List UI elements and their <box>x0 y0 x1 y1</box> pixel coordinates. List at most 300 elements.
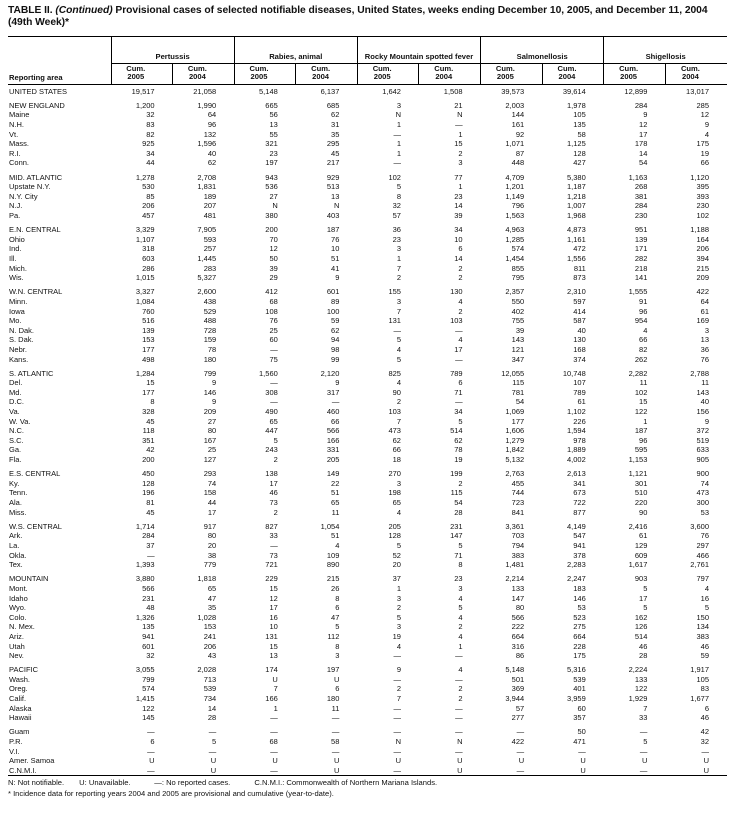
value-cell: 4 <box>396 507 401 517</box>
reporting-area-cell: Idaho <box>9 593 28 603</box>
reporting-area-cell: Amer. Samoa <box>9 756 55 766</box>
reporting-area-cell: Ky. <box>9 478 20 488</box>
value-cell: U <box>149 756 155 766</box>
value-cell: 92 <box>515 129 525 139</box>
value-cell: 53 <box>577 603 586 613</box>
table-row <box>8 378 727 388</box>
value-cell: 31 <box>331 120 340 130</box>
value-cell: 205 <box>388 521 401 531</box>
table-row <box>8 158 727 168</box>
value-cell: U <box>333 765 340 775</box>
value-cell: 6 <box>704 703 709 713</box>
value-cell: — <box>147 765 155 775</box>
value-cell: 73 <box>269 498 278 507</box>
value-cell: 16 <box>269 612 278 622</box>
table-row <box>8 469 727 479</box>
value-cell: 46 <box>269 488 278 498</box>
table-row <box>8 417 727 427</box>
value-cell: 3,361 <box>505 521 525 531</box>
value-cell: 1,054 <box>320 521 340 531</box>
value-cell: — <box>639 727 648 737</box>
table-row <box>8 235 727 245</box>
value-cell: — <box>516 727 525 737</box>
value-cell: 609 <box>634 550 648 560</box>
value-cell: 19 <box>700 148 709 158</box>
table-row <box>8 173 727 183</box>
table-title-number: TABLE II. <box>8 5 53 16</box>
value-cell: 5 <box>643 583 648 593</box>
value-cell: 1,149 <box>505 191 525 201</box>
value-cell: 112 <box>327 631 340 641</box>
value-cell: 1,555 <box>628 287 648 297</box>
value-cell: 2,282 <box>628 368 648 378</box>
value-cell: 141 <box>634 273 648 283</box>
value-cell: 66 <box>700 158 709 168</box>
value-cell: 83 <box>700 684 709 694</box>
value-cell: 1,642 <box>382 86 401 96</box>
value-cell: 46 <box>700 641 709 651</box>
value-cell: 4 <box>704 583 709 593</box>
value-cell: 71 <box>454 387 463 397</box>
value-cell: 2 <box>458 478 463 488</box>
value-cell: 903 <box>634 574 648 584</box>
value-cell: 6 <box>150 737 155 747</box>
value-cell: 206 <box>696 244 709 254</box>
value-cell: 1,990 <box>197 100 217 110</box>
value-cell: — <box>393 325 401 335</box>
value-cell: 187 <box>634 426 648 436</box>
value-cell: 90 <box>392 387 401 397</box>
cum-year-header: Cum. 2005 <box>604 63 666 84</box>
value-cell: 189 <box>203 191 217 201</box>
value-cell: 1,563 <box>505 211 525 220</box>
value-cell: 131 <box>265 631 278 641</box>
value-cell: 241 <box>203 631 217 641</box>
value-cell: 50 <box>577 727 586 737</box>
value-cell: 286 <box>142 263 155 273</box>
table-row <box>8 531 727 541</box>
value-cell: 9 <box>704 120 709 130</box>
value-cell: 39,614 <box>562 86 586 96</box>
value-cell: 4,002 <box>567 455 586 465</box>
value-cell: 734 <box>203 694 217 704</box>
value-cell: 2 <box>458 684 463 694</box>
reporting-area-cell: P.R. <box>9 737 23 747</box>
value-cell: 781 <box>511 387 525 397</box>
value-cell: 32 <box>146 651 155 661</box>
value-cell: 15 <box>269 583 278 593</box>
value-cell: 530 <box>142 182 155 192</box>
value-cell: 12 <box>700 110 709 120</box>
value-cell: 665 <box>265 100 278 110</box>
value-cell: 760 <box>142 306 155 316</box>
column-group-salmonellosis: Salmonellosis <box>481 36 604 63</box>
value-cell: 523 <box>573 612 586 622</box>
value-cell: 1,508 <box>443 86 463 96</box>
value-cell: 166 <box>326 435 340 445</box>
value-cell: 890 <box>326 560 340 570</box>
value-cell: — <box>208 746 217 756</box>
value-cell: 383 <box>511 550 525 560</box>
value-cell: 218 <box>634 263 648 273</box>
value-cell: 293 <box>203 469 217 479</box>
table-row <box>8 522 727 532</box>
value-cell: 178 <box>634 139 648 149</box>
value-cell: 6 <box>335 684 340 694</box>
value-cell: U <box>580 756 586 766</box>
value-cell: 811 <box>573 263 586 273</box>
value-cell: 1,187 <box>567 182 586 192</box>
value-cell: 3,055 <box>135 665 155 675</box>
value-cell: 197 <box>326 665 340 675</box>
value-cell: 394 <box>696 253 709 263</box>
value-cell: 427 <box>573 158 586 168</box>
table-row <box>8 264 727 274</box>
value-cell: 147 <box>511 593 525 603</box>
value-cell: 57 <box>515 703 525 713</box>
value-cell: 42 <box>700 727 709 737</box>
table-row <box>8 201 727 211</box>
value-cell: 65 <box>269 416 278 426</box>
value-cell: 574 <box>142 684 155 694</box>
reporting-area-cell: NEW ENGLAND <box>9 100 65 110</box>
value-cell: — <box>455 713 463 723</box>
reporting-area-cell: S. Dak. <box>9 335 34 345</box>
value-cell: — <box>270 397 278 407</box>
value-cell: U <box>641 756 648 766</box>
value-cell: 1 <box>643 416 648 426</box>
value-cell: 488 <box>203 316 217 326</box>
value-cell: 7,905 <box>197 225 217 235</box>
table-row <box>8 101 727 111</box>
value-cell: 115 <box>450 488 463 498</box>
cum-year-header: Cum. 2004 <box>296 63 358 84</box>
value-cell: 539 <box>203 684 217 694</box>
value-cell: 58 <box>331 737 340 747</box>
value-cell: — <box>393 651 401 661</box>
value-cell: 61 <box>577 397 586 407</box>
table-row <box>8 316 727 326</box>
value-cell: 44 <box>146 158 155 168</box>
value-cell: 17 <box>639 129 648 139</box>
value-cell: 103 <box>388 407 401 417</box>
value-cell: 7 <box>396 306 401 316</box>
value-cell: 228 <box>573 641 586 651</box>
value-cell: 1,445 <box>197 253 217 263</box>
value-cell: 96 <box>639 306 648 316</box>
value-cell: 514 <box>450 426 463 436</box>
table-row <box>8 694 727 704</box>
value-cell: U <box>210 756 217 766</box>
value-cell: 25 <box>269 325 278 335</box>
value-cell: 61 <box>639 531 648 541</box>
value-cell: 4 <box>396 641 401 651</box>
value-cell: 4,963 <box>505 225 525 235</box>
value-cell: 466 <box>696 550 709 560</box>
value-cell: 147 <box>450 531 463 541</box>
reporting-area-cell: Ohio <box>9 234 25 244</box>
value-cell: 5,148 <box>505 665 525 675</box>
value-cell: 1,560 <box>259 368 278 378</box>
value-cell: 15 <box>639 397 648 407</box>
value-cell: 566 <box>326 426 340 436</box>
value-cell: 6 <box>458 244 463 254</box>
value-cell: — <box>393 765 401 775</box>
value-cell: 4 <box>396 378 401 388</box>
value-cell: 1,917 <box>690 665 709 675</box>
value-cell: 52 <box>392 550 401 560</box>
value-cell: 5,132 <box>505 455 525 465</box>
value-cell: 51 <box>331 531 340 541</box>
value-cell: 231 <box>142 593 155 603</box>
value-cell: 131 <box>388 316 401 326</box>
table-row <box>8 675 727 685</box>
value-cell: — <box>393 129 401 139</box>
value-cell: 3,959 <box>567 694 586 704</box>
value-cell: 78 <box>454 445 463 455</box>
reporting-area-cell: N. Mex. <box>9 622 35 632</box>
value-cell: 156 <box>696 407 709 417</box>
value-cell: 94 <box>331 335 340 345</box>
value-cell: U <box>210 765 217 775</box>
value-cell: 65 <box>207 583 217 593</box>
value-cell: 4 <box>704 129 709 139</box>
value-cell: 1,028 <box>197 612 217 622</box>
value-cell: 40 <box>207 148 217 158</box>
value-cell: 36 <box>700 344 709 354</box>
value-cell: N <box>457 110 463 120</box>
value-cell: 56 <box>269 110 278 120</box>
value-cell: 380 <box>265 211 278 220</box>
table-row <box>8 455 727 465</box>
value-cell: 673 <box>573 488 586 498</box>
value-cell: 4,149 <box>567 521 586 531</box>
value-cell: 601 <box>326 287 340 297</box>
value-cell: — <box>147 727 155 737</box>
value-cell: 130 <box>573 335 586 345</box>
value-cell: 91 <box>639 296 648 306</box>
value-cell: 402 <box>511 306 525 316</box>
value-cell: 82 <box>639 344 648 354</box>
value-cell: 1 <box>396 583 401 593</box>
value-cell: — <box>393 674 401 684</box>
value-cell: 89 <box>331 296 340 306</box>
value-cell: 603 <box>142 253 155 263</box>
value-cell: 34 <box>454 225 463 235</box>
reporting-area-cell: MOUNTAIN <box>9 574 49 584</box>
reporting-area-cell: Pa. <box>9 211 21 220</box>
table-row <box>8 297 727 307</box>
value-cell: 3 <box>335 651 340 661</box>
table-row <box>8 584 727 594</box>
value-cell: 220 <box>634 498 648 507</box>
value-cell: 20 <box>207 540 217 550</box>
value-cell: 283 <box>203 263 217 273</box>
value-cell: U <box>457 765 463 775</box>
cum-year-header: Cum. 2004 <box>542 63 604 84</box>
value-cell: N <box>395 737 401 747</box>
value-cell: 1,285 <box>505 234 525 244</box>
value-cell: 105 <box>573 110 586 120</box>
value-cell: 9 <box>335 378 340 388</box>
column-group-rocky-mountain-spotted-fever: Rocky Mountain spotted fever <box>357 36 480 63</box>
value-cell: 1,393 <box>135 560 155 570</box>
value-cell: 177 <box>142 344 155 354</box>
value-cell: 197 <box>265 158 278 168</box>
value-cell: 2,761 <box>690 560 709 570</box>
value-cell: — <box>331 746 340 756</box>
value-cell: 597 <box>573 296 586 306</box>
table-row <box>8 508 727 518</box>
value-cell: 28 <box>454 507 463 517</box>
value-cell: 144 <box>511 110 525 120</box>
reporting-area-cell: N.H. <box>9 120 24 130</box>
value-cell: 516 <box>142 316 155 326</box>
value-cell: 102 <box>388 172 401 182</box>
value-cell: 1,121 <box>628 469 648 479</box>
value-cell: 102 <box>634 387 648 397</box>
value-cell: 11 <box>639 378 648 388</box>
value-cell: 62 <box>207 158 217 168</box>
value-cell: 59 <box>700 651 709 661</box>
value-cell: 85 <box>146 191 155 201</box>
value-cell: 473 <box>696 488 709 498</box>
value-cell: 81 <box>146 498 155 507</box>
value-cell: 87 <box>515 148 525 158</box>
value-cell: 12 <box>639 120 648 130</box>
reporting-area-cell: Hawaii <box>9 713 32 723</box>
value-cell: 28 <box>207 713 217 723</box>
table-row <box>8 397 727 407</box>
value-cell: 2,283 <box>567 560 586 570</box>
reporting-area-cell: S.C. <box>9 435 24 445</box>
value-cell: 47 <box>207 593 217 603</box>
value-cell: 5,148 <box>259 86 278 96</box>
value-cell: 2,214 <box>505 574 525 584</box>
value-cell: 36 <box>392 225 401 235</box>
value-cell: 2 <box>396 603 401 613</box>
value-cell: 369 <box>511 684 525 694</box>
value-cell: 10 <box>331 244 340 254</box>
table-row <box>8 110 727 120</box>
value-cell: 230 <box>696 201 709 211</box>
value-cell: 12,899 <box>624 86 648 96</box>
value-cell: 539 <box>573 674 586 684</box>
table-row <box>8 335 727 345</box>
value-cell: 929 <box>326 172 340 182</box>
value-cell: 357 <box>573 713 586 723</box>
value-cell: 57 <box>392 211 401 220</box>
value-cell: 1,188 <box>690 225 709 235</box>
value-cell: 3 <box>458 583 463 593</box>
value-cell: 145 <box>142 713 155 723</box>
value-cell: 74 <box>207 478 217 488</box>
value-cell: 6 <box>335 603 340 613</box>
value-cell: 797 <box>696 574 709 584</box>
value-cell: 4 <box>458 335 463 345</box>
value-cell: 102 <box>696 211 709 220</box>
value-cell: 64 <box>700 296 709 306</box>
value-cell: 2 <box>458 263 463 273</box>
value-cell: — <box>208 727 217 737</box>
value-cell: 3,880 <box>135 574 155 584</box>
value-cell: 78 <box>207 344 217 354</box>
value-cell: 703 <box>511 531 525 541</box>
value-cell: — <box>516 765 525 775</box>
value-cell: 2,247 <box>567 574 586 584</box>
value-cell: 403 <box>326 211 340 220</box>
value-cell: 5 <box>273 435 278 445</box>
value-cell: 25 <box>207 445 217 455</box>
value-cell: 8 <box>335 593 340 603</box>
value-cell: 331 <box>326 445 340 455</box>
value-cell: 448 <box>511 158 525 168</box>
value-cell: 11 <box>331 703 340 713</box>
reporting-area-cell: Kans. <box>9 354 29 364</box>
value-cell: 900 <box>696 469 709 479</box>
table-row <box>8 307 727 317</box>
value-cell: 76 <box>269 316 278 326</box>
value-cell: 550 <box>511 296 525 306</box>
value-cell: 222 <box>511 622 525 632</box>
value-cell: 4 <box>458 665 463 675</box>
value-cell: 4 <box>458 296 463 306</box>
value-cell: — <box>270 746 278 756</box>
value-cell: — <box>270 540 278 550</box>
value-cell: 1,107 <box>135 234 155 244</box>
value-cell: 5 <box>458 603 463 613</box>
value-cell: 76 <box>700 354 709 364</box>
value-cell: 80 <box>515 603 525 613</box>
value-cell: — <box>331 397 340 407</box>
reporting-area-cell: Va. <box>9 407 20 417</box>
value-cell: 2,763 <box>505 469 525 479</box>
reporting-area-cell: Ark. <box>9 531 23 541</box>
table-body <box>8 84 727 776</box>
table-row <box>8 622 727 632</box>
table-row <box>8 130 727 140</box>
value-cell: 187 <box>326 225 340 235</box>
value-cell: 35 <box>207 603 217 613</box>
reporting-area-cell: Md. <box>9 387 22 397</box>
value-cell: 132 <box>203 129 217 139</box>
value-cell: 207 <box>203 201 217 211</box>
value-cell: 12,055 <box>501 368 525 378</box>
value-cell: 105 <box>696 674 709 684</box>
table-row <box>8 355 727 365</box>
cum-year-header: Cum. 2005 <box>111 63 173 84</box>
value-cell: 174 <box>265 665 278 675</box>
reporting-area-cell: MID. ATLANTIC <box>9 172 63 182</box>
reporting-area-cell: Mass. <box>9 139 30 149</box>
reporting-area-cell: Utah <box>9 641 25 651</box>
value-cell: 2,028 <box>197 665 217 675</box>
value-cell: 601 <box>142 641 155 651</box>
value-cell: 1,889 <box>567 445 586 455</box>
value-cell: 8 <box>150 397 155 407</box>
reporting-area-cell: Maine <box>9 110 30 120</box>
value-cell: 3 <box>396 622 401 632</box>
value-cell: 316 <box>511 641 525 651</box>
value-cell: 205 <box>326 455 340 465</box>
reporting-area-cell: N.J. <box>9 201 23 211</box>
value-cell: — <box>455 325 463 335</box>
value-cell: — <box>455 651 463 661</box>
reporting-area-cell: UNITED STATES <box>9 86 68 96</box>
value-cell: 794 <box>511 540 525 550</box>
value-cell: 7 <box>396 416 401 426</box>
reporting-area-cell: Miss. <box>9 507 27 517</box>
